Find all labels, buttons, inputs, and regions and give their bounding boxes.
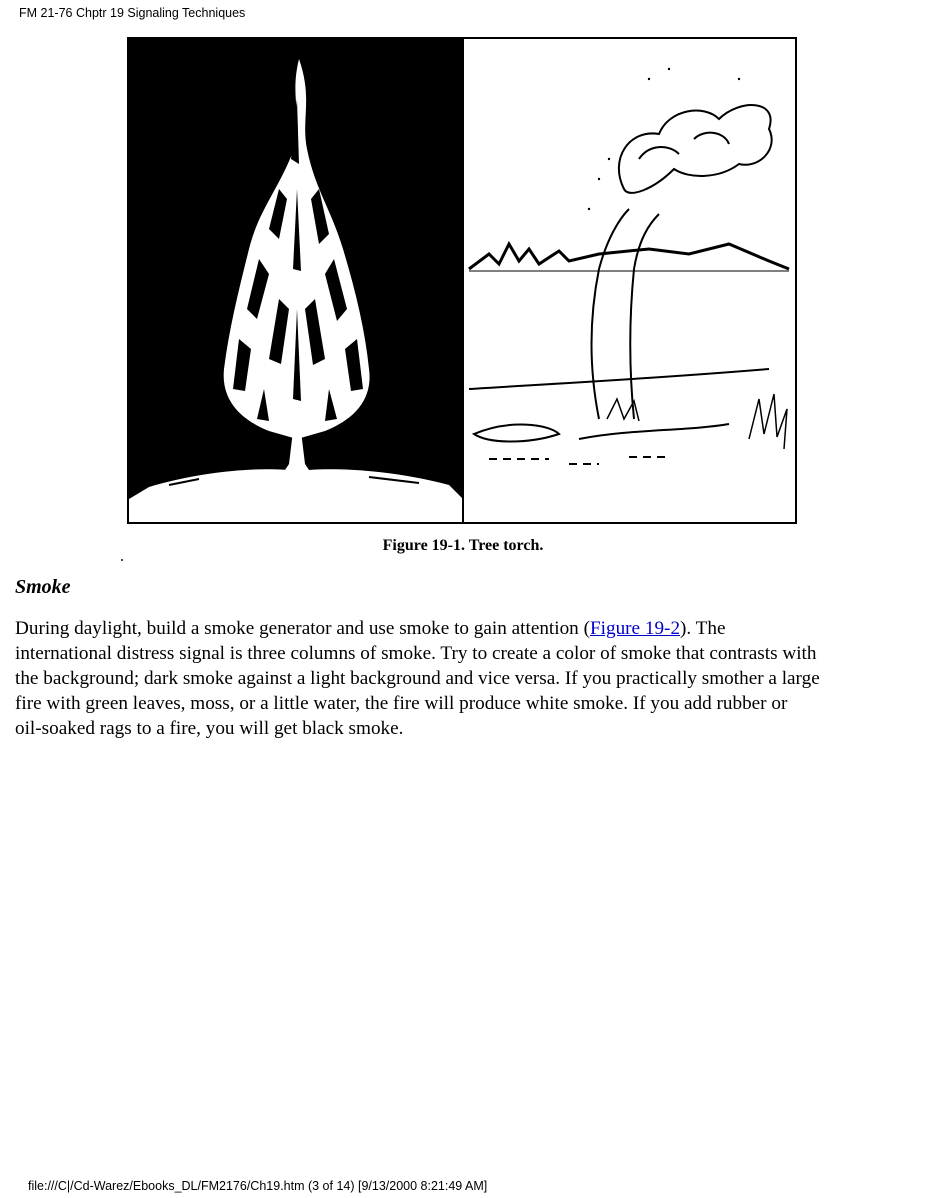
paragraph-line-1 <box>15 616 915 641</box>
paragraph-line-2: international distress signal is three columns of smoke. Try to create a color of smoke that contrasts with <box>15 643 817 664</box>
figure-19-2-link[interactable]: Figure 19-2 <box>589 618 681 639</box>
stray-dot <box>121 559 123 561</box>
figure-caption: Figure 19-1. Tree torch. <box>382 537 544 554</box>
page-footer-path: file:///C|/Cd-Warez/Ebooks_DL/FM2176/Ch19.htm (3 of 14) [9/13/2000 8:21:49 AM] <box>28 1179 488 1193</box>
paragraph-text: ). The <box>680 618 726 639</box>
figure-tree-torch <box>127 37 797 524</box>
left-panel-night-fire <box>129 39 463 499</box>
smoke-paragraph <box>15 616 915 741</box>
paragraph-text: During daylight, build a smoke generator and use smoke to gain attention ( <box>15 618 590 639</box>
paragraph-line-3: the background; dark smoke against a light background and vice versa. If you practically smother a large <box>15 668 820 689</box>
paragraph-line-4: fire with green leaves, moss, or a little water, the fire will produce white smoke. If you add rubber or <box>15 693 788 714</box>
paragraph-line-5: oil-soaked rags to a fire, you will get black smoke. <box>15 718 404 739</box>
tree-torch-illustration <box>129 39 795 522</box>
section-heading-smoke: Smoke <box>15 576 71 598</box>
page-header-title: FM 21-76 Chptr 19 Signaling Techniques <box>19 6 246 20</box>
right-panel-day-smoke <box>469 105 789 464</box>
